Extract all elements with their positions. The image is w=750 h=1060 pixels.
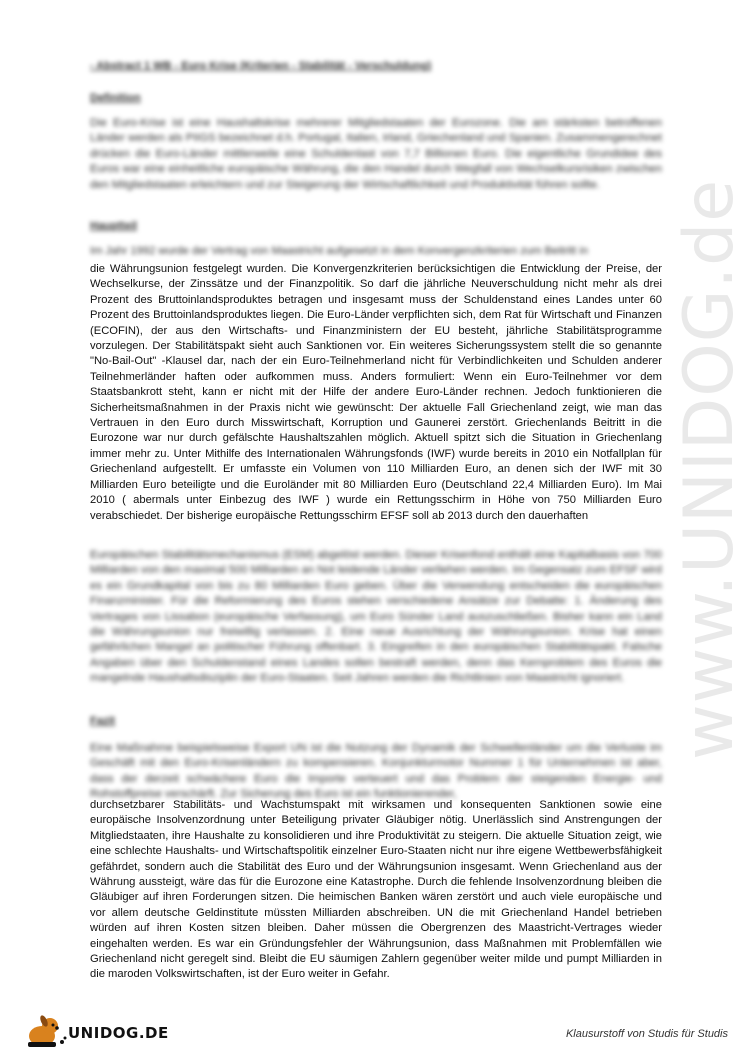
hauptteil-heading: Hauptteil (90, 220, 138, 232)
fazit-paragraph: durchsetzbarer Stabilitäts- und Wachstumspakt mit wirksamen und konsequenten Sanktionen sowie eine europäische Insolvenzordnung unter Beteiligung privater Gläubiger nötig. Unerlässlich sind Anstrengungen der Mitgliedstaaten, ihre Haushalte zu konsolidieren und ihre Produktivität zu steigern. Die aktuelle Situation zeigt, wie eine schlechte Haushalts- und Wirtschaftspolitik einzelner Euro-Staaten nicht nur ihre eigene Wettbewerbsfähigkeit gefährdet, sondern auch die Stabilität des Euro und der Währungsunion insgesamt. Wenn Griechenland aus der Währung aussteigt, wäre das für die Eurozone eine Katastrophe. Durch die fehlende Insolvenzordnung bleiben die Gläubiger auf ihren Forderungen sitzen. Die heimischen Banken wären zerstört und auch viele europäische und vor allem deutsche Geldinstitute müssten Milliarden abschreiben. UN die mit Griechenland Handel betrieben würden auf ihren Kosten sitzen bleiben. Daher müssen die Obergrenzen des Maastricht-Vertrages wieder eingehalten werden. Es war ein Gründungsfehler der Währungsunion, dass Maßnahmen mit Problemfällen wie Griechenland nicht geregelt sind. Bleibt die EU säumigen Zahlern gegenüber weiter milde und pumpt Milliarden in die maroden Volkswirtschaften, ist der Euro weiter in Gefahr. (90, 799, 662, 981)
hauptteil-blurred-bottom-text: Europäischen Stabilitätsmechanismus (ESM) abgelöst werden. Dieser Krisenfond enthält eine Kapitalbasis von 700 Milliarden von den maximal 500 Milliarden an Not leidende Länder verliehen werden. Im Gegensatz zum EFSF wird es ein Grundkapital von bis zu 80 Milliarden Euro geben. Über die Verwendung entscheiden die europäischen Finanzminister. Für die Reformierung des Euros stehen verschiedene Ansätze zur Debatte: 1. Änderung des Vertrages von Lissabon (europäische Verfassung), um Euro Sünder Land auszuschließen. Bisher kann ein Land die Währungsunion nur freiwillig verlassen. 2. Eine neue Ausrichtung der Währungsunion. Krise hat einen gefährlichen Mangel an politischer Führung offenbart. 3. Eingreifen in den europäischen Stabilitätspakt. Falsche Angaben über den Schuldenstand eines Landes sollen bestraft werden, denn das Kernproblem des Euros die mangelnde Haushaltsdisziplin der Euro-Staaten. Seit Jahren werden die Richtlinien von Maastricht ignoriert. (90, 549, 662, 685)
footer-slogan: Klausurstoff von Studis für Studis (565, 1028, 728, 1040)
definition-text (90, 116, 662, 193)
definition-paragraph: Die Euro-Krise ist eine Haushaltskrise mehrerer Mitgliedstaaten der Eurozone. Die am stärksten betroffenen Länder werden als PIIGS bezeichnet d.h. Portugal, Italien, Irland, Griechenland und Spanien. Zusammengerechnet drücken die Euro-Länder mittlerweile eine Schuldenlast von 7,7 Billionen Euro. Die eigentliche Grundidee des Euros war eine einheitliche europäische Währung, die den Handel durch Wegfall von Wechselkursrisiken zwischen den Mitgliedstaaten erleichtern und zur Steigerung der Wirtschaftlichkeit und Produktivität führen sollte. (90, 117, 662, 191)
hauptteil-blurred-top (90, 244, 662, 260)
definition-heading: Definition (90, 92, 141, 104)
logo-text: UNIDOG.DE (68, 1024, 169, 1042)
fazit-blurred-top-text: Eine Maßnahme beispielsweise Export UN ist die Nutzung der Dynamik der Schwellenländer um die Verluste im Geschäft mit den Euro-Krisenländern zu kompensieren. Konjunkturmotor Nummer 1 für Unternehmen ist aber, dass der derzeit schwächere Euro die Importe verteuert und das Problem der steigenden Energie- und Rohstoffpreise verschärft. Zur Sicherung des Euro ist ein funktionierender, (90, 742, 662, 801)
watermark (670, 178, 749, 760)
unidog-logo[interactable] (22, 1012, 169, 1048)
document-title: - Abstract 1 WB - Euro Krise (Kriterien - Stabilität - Verschuldung) (90, 60, 432, 72)
watermark-text: www.UNIDOG.de (670, 178, 749, 760)
fazit-blurred-top (90, 741, 662, 803)
hauptteil-paragraph: die Währungsunion festgelegt wurden. Die Konvergenzkriterien berücksichtigen die Entwicklung der Preise, der Wechselkurse, der Zinssätze und der Finanzpolitik. So darf die jährliche Neuverschuldung nicht mehr als drei Prozent des Bruttoinlandsproduktes betragen und insgesamt muss der Schuldenstand eines Landes unter 60 Prozent des Bruttoinlandsproduktes liegen. Die Euro-Länder verpflichten sich, dem Rat für Wirtschaft und Finanzen (ECOFIN), der aus den Wirtschafts- und Finanzministern der EU besteht, jährliche Stabilitätsprogramme vorzulegen. Der Stabilitätspakt sieht auch Sanktionen vor. Ein weiteres Sicherungssystem stellt die so genannte "No-Bail-Out" -Klausel dar, nach der ein Euro-Teilnehmerland nicht für Verbindlichkeiten und Schulden anderer Teilnehmerländer haften oder aufkommen muss. Anders formuliert: Wenn ein Euro-Teilnehmer vor dem Staatsbankrott steht, kann er nicht mit der Hilfe der andere Euro-Länder rechnen. Jedoch funktionieren die Sicherheitsmaßnahmen in der Praxis nicht wie gewünscht: Der aktuelle Fall Griechenland zeigt, wie man das Vertrauen in den Euro durch Misswirtschaft, Korruption und Gaunerei zerstört. Griechenlands Beitritt in die Eurozone war nur durch gefälschte Haushaltszahlen möglich. Aktuell spitzt sich die Situation in Griechenlang immer mehr zu. Unter Mithilfe des Internationalen Währungsfonds (IWF) wurde bereits in 2010 ein Notfallplan für Griechenland aufgestellt. Er umfasste ein Volumen von 110 Milliarden Euro, an denen sich der IWF mit 30 Milliarden Euro beteiligte und die Euroländer mit 80 Milliarden Euro (Deutschland 22,4 Milliarden Euro). Im Mai 2010 ( abermals unter Einbezug des IWF ) wurde ein Rettungsschirm in Höhe von 750 Milliarden Euro verabschiedet. Der bisherige europäische Rettungsschirm EFSF soll ab 2013 durch den dauerhaften (90, 263, 662, 522)
fazit-heading: Fazit (90, 715, 116, 727)
hauptteil-visible-text (90, 262, 662, 524)
dog-mascot-icon (22, 1012, 68, 1050)
hauptteil-blurred-bottom (90, 548, 662, 687)
fazit-visible-text (90, 798, 662, 983)
hauptteil-blurred-top-text: Im Jahr 1992 wurde der Vertrag von Maastricht aufgesetzt in dem Konvergenzkriterien zum Beitritt in (90, 245, 589, 257)
